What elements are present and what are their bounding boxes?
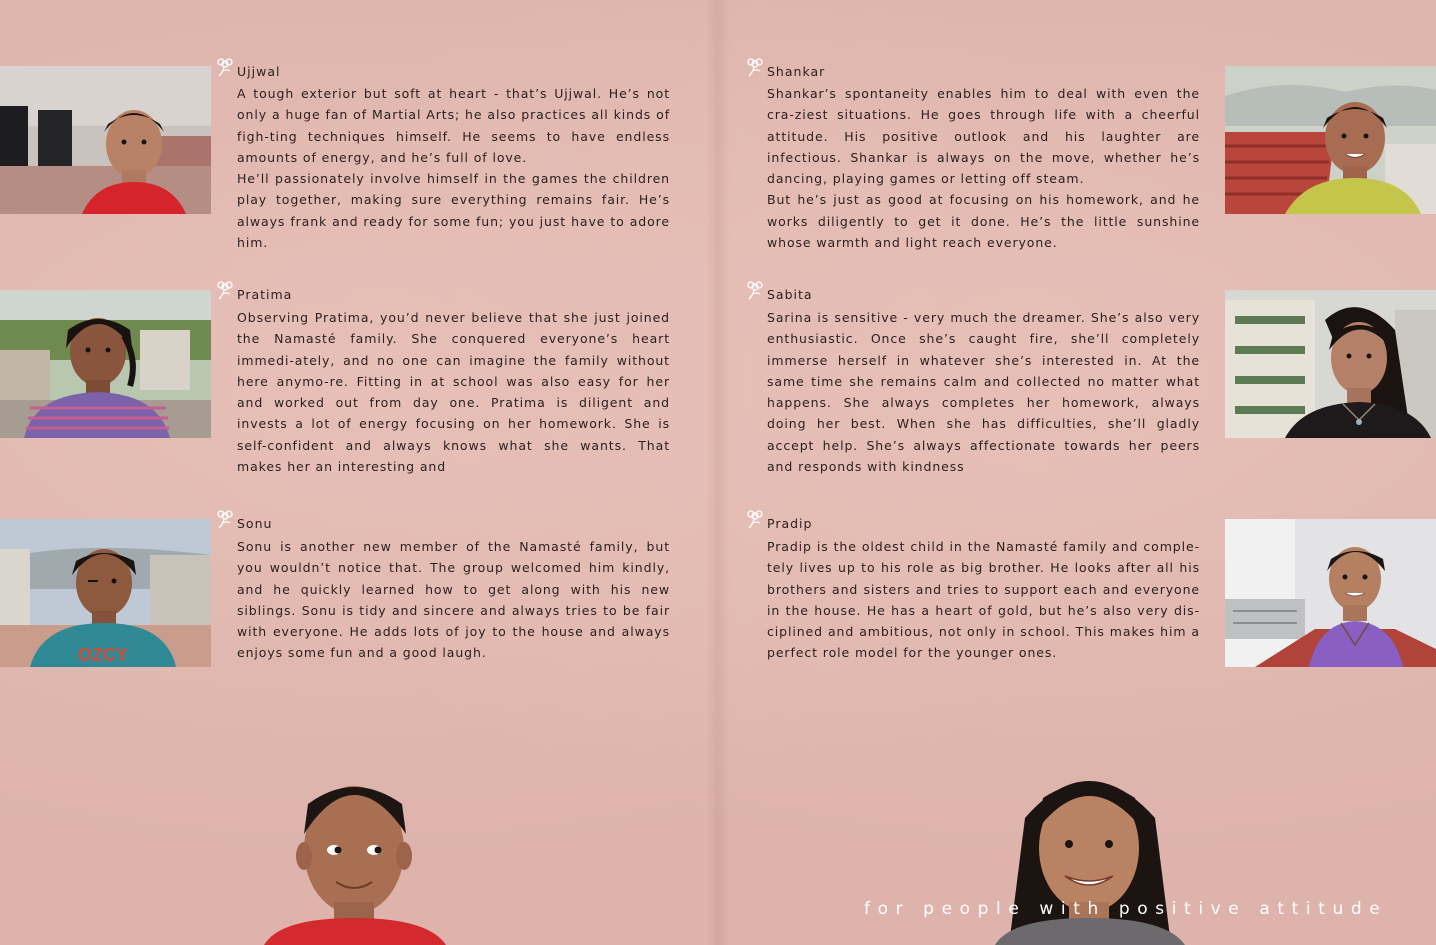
slogan: for people with positive attitude (864, 899, 1388, 919)
flower-icon (745, 279, 765, 301)
photo-sonu (0, 519, 211, 667)
profile-bio-pratima (237, 307, 670, 475)
profile-bio-pradip (767, 536, 1200, 664)
photo-shankar (1225, 66, 1436, 214)
profile-bio-sonu (237, 536, 670, 664)
photo-pratima (0, 290, 211, 438)
portrait-boy-red-shirt (250, 770, 460, 945)
bio-paragraph: A tough exterior but soft at heart - that’s Ujjwal. He’s not only a huge fan of Martial Arts; he also practices all kinds of figh-ting techniques himself. He seems to have endless amounts of energy, and he’s full of love. (237, 86, 670, 165)
photo-ujjwal (0, 66, 211, 214)
profile-bio-shankar (767, 83, 1200, 253)
flower-icon (215, 56, 235, 78)
flower-icon (745, 56, 765, 78)
profile-name-shankar: Shankar (767, 64, 826, 79)
bio-paragraph: Sonu is another new member of the Namasté family, but you wouldn’t notice that. The group welcomed him kindly, and he quickly learned how to get along with his new siblings. Sonu is tidy and sincere and always tries to be fair with everyone. He adds lots of joy to the house and always enjoys some fun and a good laugh. (237, 539, 670, 661)
bio-paragraph: Observing Pratima, you’d never believe that she just joined the Namasté family. She conquered everyone’s heart immedi-ately, and no one can imagine the family without here anymo-re. Fitting in at school was also easy for her and worked out from day one. Pratima is diligent and invests a lot of energy focusing on her homework. She is self-confident and always knows what she wants. That makes her an interesting and (237, 310, 670, 475)
profile-bio-ujjwal (237, 83, 670, 253)
profile-name-sonu: Sonu (237, 516, 273, 531)
page-gutter (706, 0, 730, 945)
photo-pradip (1225, 519, 1436, 667)
photo-sabita (1225, 290, 1436, 438)
profile-name-ujjwal: Ujjwal (237, 64, 281, 79)
bio-paragraph: Sarina is sensitive - very much the dreamer. She’s also very enthusiastic. Once she’s caught fire, she’ll completely immerse herself in whatever she’s interested in. At the same time she remains calm and collected no matter what happens. She always completes her homework, always doing her best. When she has difficulties, she’ll gladly accept help. She’s always affectionate towards her peers and responds with kindness (767, 310, 1200, 475)
profile-name-pradip: Pradip (767, 516, 813, 531)
profile-name-sabita: Sabita (767, 287, 813, 302)
profile-name-pratima: Pratima (237, 287, 293, 302)
bio-paragraph: But he’s just as good at focusing on his homework, and he works diligently to get it done. He’s the little sunshine whose warmth and light reach everyone. (767, 192, 1200, 251)
bio-paragraph: He’ll passionately involve himself in the games the children play together, making sure everything remains fair. He’s always frank and ready for some fun; you just have to adore him. (237, 171, 670, 251)
profile-bio-sabita (767, 307, 1200, 475)
bio-paragraph: Shankar’s spontaneity enables him to deal with even the cra-ziest situations. He goes through life with a cheerful attitude. His positive outlook and his laughter are infectious. Shankar is always on the move, whether he’s dancing, playing games or letting off steam. (767, 86, 1200, 187)
flower-icon (215, 279, 235, 301)
bio-paragraph: Pradip is the oldest child in the Namasté family and comple-tely lives up to his role as big brother. He looks after all his brothers and sisters and tries to support each and everyone in the house. He has a heart of gold, but he’s also very dis-ciplined and ambitious, not only in school. This makes him a perfect role model for the younger ones. (767, 539, 1200, 661)
shirt-text: OZCY (78, 645, 129, 665)
flower-icon (215, 508, 235, 530)
flower-icon (745, 508, 765, 530)
